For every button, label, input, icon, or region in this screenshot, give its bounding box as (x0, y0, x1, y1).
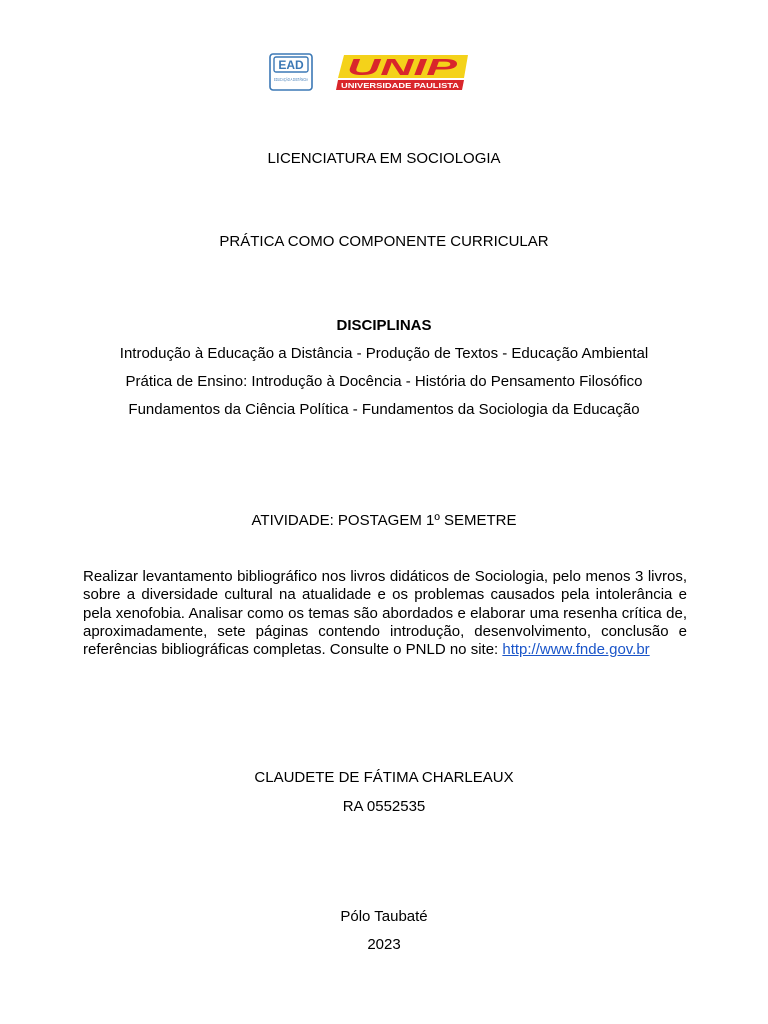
activity-text: Realizar levantamento bibliográfico nos livros didáticos de Sociologia, pelo menos 3 livros, sobre a diversidade cultural na atualidade e os problemas causados pela intolerância e pela xenofobia. Analisar como os temas são abordados e elaborar uma resenha crítica de, aproximadamente, sete páginas contendo introdução, desenvolvimento, conclusão e referências bibliográficas completas. Consulte o PNLD no site: (83, 568, 687, 659)
discipline-line: Introdução à Educação a Distância - Produção de Textos - Educação Ambiental (119, 345, 649, 362)
ead-logo-text: EAD (278, 58, 304, 72)
unip-logo-subtitle: UNIVERSIDADE PAULISTA (341, 81, 460, 90)
logos-svg (268, 52, 470, 94)
disciplines-heading: DISCIPLINAS (336, 317, 432, 334)
ead-logo-subtitle: EDUCAÇÃO A DISTÂNCIA (274, 77, 330, 82)
practice-title: PRÁTICA COMO COMPONENTE CURRICULAR (219, 233, 549, 250)
student-ra: RA 0552535 (342, 798, 426, 815)
student-name: CLAUDETE DE FÁTIMA CHARLEAUX (254, 769, 514, 786)
institution-logos (268, 52, 470, 94)
year: 2023 (367, 936, 401, 953)
activity-description (83, 568, 687, 659)
course-title: LICENCIATURA EM SOCIOLOGIA (267, 150, 501, 167)
unip-logo-text: UNIP (347, 54, 459, 80)
location: Pólo Taubaté (340, 908, 428, 925)
unip-logo (336, 54, 468, 90)
fnde-link[interactable]: http://www.fnde.gov.br (502, 641, 650, 659)
activity-title: ATIVIDADE: POSTAGEM 1º SEMETRE (251, 512, 517, 529)
discipline-line: Fundamentos da Ciência Política - Fundamentos da Sociologia da Educação (128, 401, 640, 418)
discipline-line: Prática de Ensino: Introdução à Docência - História do Pensamento Filosófico (125, 373, 643, 390)
ead-logo (270, 54, 330, 90)
